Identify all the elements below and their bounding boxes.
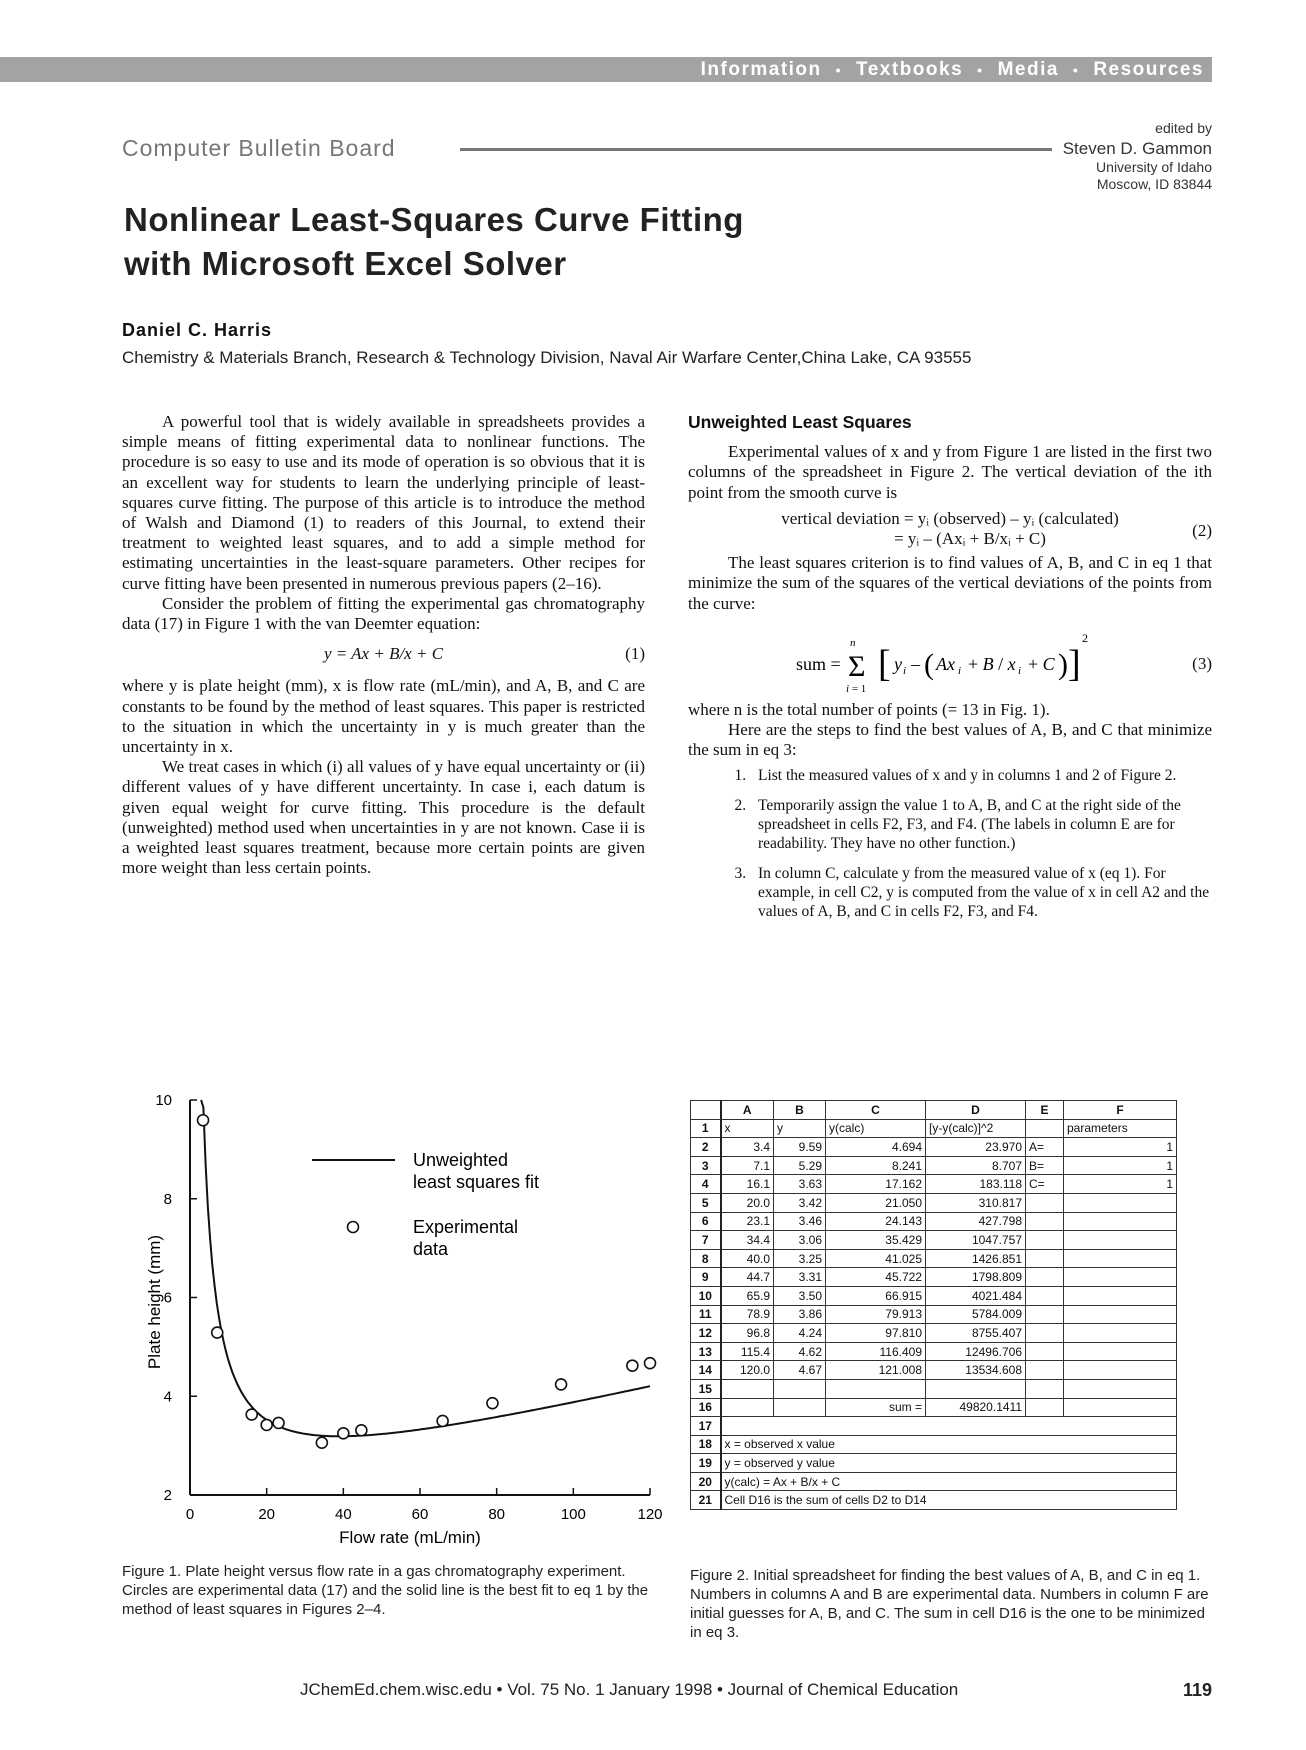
data-point <box>212 1327 223 1338</box>
footer-journal-info: JChemEd.chem.wisc.edu • Vol. 75 No. 1 January 1998 • Journal of Chemical Education <box>300 1680 959 1699</box>
bullet-separator: • <box>1072 61 1080 78</box>
spreadsheet-cell <box>721 1379 774 1398</box>
row-number: 16 <box>691 1398 721 1417</box>
x-tick-label: 20 <box>258 1506 276 1523</box>
bullet-separator: • <box>977 61 984 78</box>
equation-3-formula <box>688 618 1212 696</box>
svg-text:]: ] <box>1068 642 1081 685</box>
data-point <box>338 1428 349 1439</box>
nav-item-textbooks: Textbooks <box>856 58 964 80</box>
column-header: A <box>721 1101 774 1120</box>
row-number: 10 <box>691 1286 721 1305</box>
spreadsheet-cell <box>1026 1231 1064 1250</box>
spreadsheet-cell: 23.1 <box>721 1212 774 1231</box>
spreadsheet-row <box>691 1398 1177 1417</box>
spreadsheet-cell <box>1064 1286 1177 1305</box>
spreadsheet-header-row <box>691 1101 1177 1120</box>
equation-3-number: (3) <box>1192 653 1212 673</box>
article-title <box>124 198 924 286</box>
page-number: 119 <box>1182 1680 1212 1700</box>
spreadsheet-note: Cell D16 is the sum of cells D2 to D14 <box>721 1491 1177 1510</box>
spreadsheet-cell: 1798.809 <box>926 1268 1026 1287</box>
spreadsheet-cell <box>1026 1305 1064 1324</box>
row-number: 2 <box>691 1138 721 1157</box>
equation-1-expr: y = Ax + B/x + C <box>323 644 444 664</box>
page-footer <box>300 1680 1212 1701</box>
spreadsheet-cell: 4.694 <box>826 1138 926 1157</box>
row-number: 8 <box>691 1249 721 1268</box>
spreadsheet-cell <box>1026 1342 1064 1361</box>
spreadsheet-cell: 4021.484 <box>926 1286 1026 1305</box>
spreadsheet-cell: 120.0 <box>721 1361 774 1380</box>
spreadsheet-row <box>691 1268 1177 1287</box>
x-tick-label: 0 <box>185 1506 195 1523</box>
data-point <box>261 1419 272 1430</box>
data-point <box>437 1415 448 1426</box>
spreadsheet-cell <box>1064 1212 1177 1231</box>
svg-text:–: – <box>911 653 920 674</box>
paragraph-definitions: where y is plate height (mm), x is flow rate (mL/min), and A, B, and C are constants to be found by the method of least squares. This paper is restricted to the situation in which the uncertainty in y is much greater than the uncertainty in x. <box>122 676 645 757</box>
data-point <box>273 1417 284 1428</box>
spreadsheet-cell <box>1064 1249 1177 1268</box>
y-tick-label: 6 <box>163 1289 172 1307</box>
spreadsheet-row <box>691 1193 1177 1212</box>
spreadsheet-cell <box>1064 1342 1177 1361</box>
row-number: 18 <box>691 1435 721 1454</box>
row-number: 21 <box>691 1491 721 1510</box>
paragraph-cases: We treat cases in which (i) all values of y have equal uncertainty or (ii) different values of y have different uncertainty. In case i, each datum is given equal weight for curve fitting. This procedure is the default (unweighted) method used when uncertainties in y are not known. Case ii is a weighted least squares treatment, because more certain points are given more weight than less certain points. <box>122 757 645 878</box>
spreadsheet-cell <box>774 1379 826 1398</box>
spreadsheet-cell: 310.817 <box>926 1193 1026 1212</box>
step-item: 2. Temporarily assign the value 1 to A, B, and C at the right side of the spreadsheet in cells F2, F3, and F4. (The labels in column E are for readability. They have no other function.) <box>750 796 1212 853</box>
row-number: 15 <box>691 1379 721 1398</box>
svg-text:i = 1: i = 1 <box>846 682 867 695</box>
spreadsheet-cell: 79.913 <box>826 1305 926 1324</box>
editor-name: Steven D. Gammon <box>1062 138 1212 158</box>
top-nav-bar <box>0 57 1212 82</box>
row-number: 1 <box>691 1119 721 1138</box>
svg-text:i: i <box>1018 664 1022 677</box>
spreadsheet-cell <box>1026 1249 1064 1268</box>
spreadsheet-note: y = observed y value <box>721 1454 1177 1473</box>
row-number: 5 <box>691 1193 721 1212</box>
chart-ticks <box>155 1092 662 1523</box>
spreadsheet-cell: 9.59 <box>774 1138 826 1157</box>
paragraph-deviation: Experimental values of x and y from Figure 1 are listed in the first two columns of the spreadsheet in Figure 2. The vertical deviation of the ith point from the smooth curve is <box>688 442 1212 502</box>
spreadsheet-cell <box>1064 1305 1177 1324</box>
spreadsheet-cell: A= <box>1026 1138 1064 1157</box>
spreadsheet-cell: y <box>774 1119 826 1138</box>
spreadsheet-row <box>691 1175 1177 1194</box>
spreadsheet-cell: 427.798 <box>926 1212 1026 1231</box>
svg-text:Σ: Σ <box>848 649 866 683</box>
editor-affil-university: University of Idaho <box>1096 158 1212 175</box>
svg-text:+ C: + C <box>1028 653 1055 674</box>
spreadsheet-row <box>691 1286 1177 1305</box>
spreadsheet-note-row <box>691 1491 1177 1510</box>
step-item: 1. List the measured values of x and y in columns 1 and 2 of Figure 2. <box>750 766 1212 785</box>
equation-2-line-1: vertical deviation = yᵢ (observed) – yᵢ (calculated) <box>781 508 1119 528</box>
spreadsheet-cell: C= <box>1026 1175 1064 1194</box>
spreadsheet-row <box>691 1138 1177 1157</box>
row-number: 17 <box>691 1417 721 1436</box>
spreadsheet-cell: 44.7 <box>721 1268 774 1287</box>
x-tick-label: 60 <box>411 1506 429 1523</box>
spreadsheet-cell <box>1064 1379 1177 1398</box>
spreadsheet-cell: [y-y(calc)]^2 <box>926 1119 1026 1138</box>
data-point <box>627 1360 638 1371</box>
spreadsheet-cell: 16.1 <box>721 1175 774 1194</box>
editor-affil-city: Moscow, ID 83844 <box>1096 176 1212 193</box>
nav-item-media: Media <box>997 58 1059 80</box>
svg-text:(: ( <box>924 647 934 681</box>
spreadsheet-cell: 8755.407 <box>926 1324 1026 1343</box>
spreadsheet-cell: 1 <box>1064 1175 1177 1194</box>
x-tick-label: 80 <box>488 1506 506 1523</box>
spreadsheet-cell: y(calc) <box>826 1119 926 1138</box>
spreadsheet-note-row <box>691 1435 1177 1454</box>
spreadsheet-row <box>691 1212 1177 1231</box>
spreadsheet-cell: 1 <box>1064 1156 1177 1175</box>
column-header: D <box>926 1101 1026 1120</box>
svg-text:+ B / x: + B / x <box>968 653 1016 674</box>
spreadsheet-row <box>691 1342 1177 1361</box>
nav-item-information: Information <box>700 58 822 80</box>
x-tick-label: 100 <box>560 1506 586 1523</box>
spreadsheet-cell: 12496.706 <box>926 1342 1026 1361</box>
spreadsheet-cell: 41.025 <box>826 1249 926 1268</box>
x-tick-label: 40 <box>334 1506 352 1523</box>
spreadsheet-cell: 21.050 <box>826 1193 926 1212</box>
spreadsheet-cell <box>1026 1212 1064 1231</box>
row-number: 3 <box>691 1156 721 1175</box>
row-number: 9 <box>691 1268 721 1287</box>
spreadsheet-cell: 3.63 <box>774 1175 826 1194</box>
spreadsheet-note: y(calc) = Ax + B/x + C <box>721 1472 1177 1491</box>
svg-text:sum =: sum = <box>796 653 841 674</box>
legend-point-swatch <box>348 1222 359 1233</box>
row-number: 6 <box>691 1212 721 1231</box>
author-name: Daniel C. Harris <box>122 320 273 340</box>
title-line-1: Nonlinear Least-Squares Curve Fitting <box>124 201 744 238</box>
spreadsheet-cell: 121.008 <box>826 1361 926 1380</box>
row-number: 19 <box>691 1454 721 1473</box>
spreadsheet-cell: 5.29 <box>774 1156 826 1175</box>
spreadsheet-cell: 66.915 <box>826 1286 926 1305</box>
data-point <box>356 1425 367 1436</box>
spreadsheet-cell: 34.4 <box>721 1231 774 1250</box>
legend-points-label-2: data <box>413 1239 449 1259</box>
section-rule <box>460 148 1052 151</box>
editor-block <box>1063 120 1212 194</box>
svg-text:Ax: Ax <box>936 653 955 674</box>
spreadsheet-cell: 3.86 <box>774 1305 826 1324</box>
bullet-separator: • <box>835 61 843 78</box>
spreadsheet-note-row <box>691 1454 1177 1473</box>
equation-1-number: (1) <box>625 644 645 664</box>
row-number: 4 <box>691 1175 721 1194</box>
spreadsheet-cell <box>1064 1268 1177 1287</box>
spreadsheet-cell <box>1026 1324 1064 1343</box>
spreadsheet-cell: 65.9 <box>721 1286 774 1305</box>
row-number: 7 <box>691 1231 721 1250</box>
paragraph-steps-intro: Here are the steps to find the best values of A, B, and C that minimize the sum in eq 3: <box>688 720 1212 760</box>
svg-text:[: [ <box>878 642 891 685</box>
spreadsheet-cell: 97.810 <box>826 1324 926 1343</box>
spreadsheet-cell: 49820.1411 <box>926 1398 1026 1417</box>
spreadsheet-cell: 3.50 <box>774 1286 826 1305</box>
spreadsheet-cell: parameters <box>1064 1119 1177 1138</box>
spreadsheet-row <box>691 1361 1177 1380</box>
legend-line-label-1: Unweighted <box>413 1150 509 1170</box>
spreadsheet-cell: 20.0 <box>721 1193 774 1212</box>
spreadsheet-cell <box>774 1398 826 1417</box>
spreadsheet-cell: 45.722 <box>826 1268 926 1287</box>
data-point <box>316 1437 327 1448</box>
data-point <box>198 1115 209 1126</box>
spreadsheet-cell: 116.409 <box>826 1342 926 1361</box>
figure-2-caption: Figure 2. Initial spreadsheet for finding the best values of A, B, and C in eq 1. Numbers in columns A and B are experimental data. Numbers in column F are initial guesses for A, B, and C. The sum in cell D16 is the one to be minimized in eq 3. <box>690 1567 1209 1641</box>
nav-item-resources: Resources <box>1093 58 1204 80</box>
spreadsheet-cell: 4.62 <box>774 1342 826 1361</box>
spreadsheet-cell <box>1064 1398 1177 1417</box>
paragraph-n-points: where n is the total number of points (= 13 in Fig. 1). <box>688 699 1050 719</box>
spreadsheet-note: x = observed x value <box>721 1435 1177 1454</box>
chart-legend <box>312 1150 539 1259</box>
svg-text:y: y <box>894 653 902 674</box>
spreadsheet-cell: 3.42 <box>774 1193 826 1212</box>
spreadsheet-cell <box>1064 1361 1177 1380</box>
row-number: 11 <box>691 1305 721 1324</box>
spreadsheet-cell <box>1026 1398 1064 1417</box>
paragraph-problem: Consider the problem of fitting the experimental gas chromatography data (17) in Figure 1 with the van Deemter equation: <box>122 593 645 634</box>
column-header: F <box>1064 1101 1177 1120</box>
svg-text:i: i <box>958 664 962 677</box>
spreadsheet-cell: 4.24 <box>774 1324 826 1343</box>
spreadsheet-cell: 17.162 <box>826 1175 926 1194</box>
spreadsheet-cell: 24.143 <box>826 1212 926 1231</box>
spreadsheet-row <box>691 1156 1177 1175</box>
spreadsheet-cell: 23.970 <box>926 1138 1026 1157</box>
spreadsheet-note-row <box>691 1472 1177 1491</box>
x-tick-label: 120 <box>637 1506 663 1523</box>
spreadsheet-cell: 8.241 <box>826 1156 926 1175</box>
equation-2-line-2: = yᵢ – (Axᵢ + B/xᵢ + C) <box>894 529 1046 549</box>
svg-text:): ) <box>1058 647 1068 681</box>
y-tick-label: 2 <box>163 1487 172 1504</box>
spreadsheet-cell: 7.1 <box>721 1156 774 1175</box>
edited-by-label: edited by <box>1155 120 1212 136</box>
spreadsheet-cell <box>826 1379 926 1398</box>
spreadsheet-table <box>690 1100 1177 1510</box>
spreadsheet-row <box>691 1379 1177 1398</box>
legend-line-label-2: least squares fit <box>413 1172 540 1192</box>
spreadsheet-cell <box>1064 1193 1177 1212</box>
equation-3 <box>688 618 1212 696</box>
equation-1 <box>122 644 645 664</box>
spreadsheet-cell: 4.67 <box>774 1361 826 1380</box>
spreadsheet-cell: 35.429 <box>826 1231 926 1250</box>
spreadsheet-cell <box>1026 1379 1064 1398</box>
figure-1 <box>130 1080 663 1550</box>
spreadsheet-cell <box>926 1379 1026 1398</box>
spreadsheet-cell <box>1026 1193 1064 1212</box>
spreadsheet-cell: 5784.009 <box>926 1305 1026 1324</box>
spreadsheet-cell: 1426.851 <box>926 1249 1026 1268</box>
y-tick-label: 10 <box>155 1092 172 1109</box>
row-number: 14 <box>691 1361 721 1380</box>
spreadsheet-cell <box>1026 1119 1064 1138</box>
data-point <box>487 1398 498 1409</box>
spreadsheet-cell: sum = <box>826 1398 926 1417</box>
spreadsheet-note <box>721 1417 1177 1436</box>
spreadsheet-row <box>691 1231 1177 1250</box>
plate-height-chart <box>130 1080 663 1550</box>
spreadsheet-cell: 13534.608 <box>926 1361 1026 1380</box>
spreadsheet-cell: 1 <box>1064 1138 1177 1157</box>
spreadsheet-cell: 3.31 <box>774 1268 826 1287</box>
section-label: Computer Bulletin Board <box>122 135 396 161</box>
data-point <box>556 1379 567 1390</box>
data-point <box>645 1358 656 1369</box>
spreadsheet-cell: 78.9 <box>721 1305 774 1324</box>
spreadsheet-row <box>691 1305 1177 1324</box>
author-affiliation: Chemistry & Materials Branch, Research & Technology Division, Naval Air Warfare Center,China Lake, CA 93555 <box>122 348 972 367</box>
spreadsheet-cell: 183.118 <box>926 1175 1026 1194</box>
legend-points-label-1: Experimental <box>413 1217 519 1237</box>
spreadsheet-cell: 40.0 <box>721 1249 774 1268</box>
spreadsheet-cell <box>1026 1286 1064 1305</box>
row-number: 12 <box>691 1324 721 1343</box>
spreadsheet-row <box>691 1324 1177 1343</box>
spreadsheet-cell: 96.8 <box>721 1324 774 1343</box>
y-tick-label: 4 <box>163 1388 172 1406</box>
spreadsheet-cell: 3.46 <box>774 1212 826 1231</box>
data-point <box>246 1409 257 1420</box>
title-line-2: with Microsoft Excel Solver <box>124 245 567 282</box>
section-heading-unweighted: Unweighted Least Squares <box>688 412 912 432</box>
spreadsheet-cell: x <box>721 1119 774 1138</box>
corner-cell <box>691 1101 721 1120</box>
row-number: 13 <box>691 1342 721 1361</box>
equation-2 <box>688 509 1212 549</box>
spreadsheet-cell <box>1064 1231 1177 1250</box>
spreadsheet-cell: 1047.757 <box>926 1231 1026 1250</box>
right-text-column <box>688 412 1212 932</box>
column-header: E <box>1026 1101 1064 1120</box>
svg-text:i: i <box>903 664 907 677</box>
spreadsheet-cell <box>1064 1324 1177 1343</box>
spreadsheet-cell: 3.4 <box>721 1138 774 1157</box>
figure-1-caption: Figure 1. Plate height versus flow rate in a gas chromatography experiment. Circles are experimental data (17) and the solid line is the best fit to eq 1 by the method of least squares in Figures 2–4. <box>122 1563 649 1618</box>
svg-text:n: n <box>850 636 856 649</box>
y-axis-label: Plate height (mm) <box>145 1234 164 1370</box>
step-item: 3. In column C, calculate y from the measured value of x (eq 1). For example, in cell C2, y is computed from the value of x in cell A2 and the values of A, B, and C in cells F2, F3, and F4. <box>750 864 1212 921</box>
equation-2-number: (2) <box>1192 520 1212 540</box>
spreadsheet-cell <box>1026 1361 1064 1380</box>
spreadsheet-cell <box>1026 1268 1064 1287</box>
figure-2-spreadsheet <box>690 1100 1177 1510</box>
spreadsheet-cell: 3.06 <box>774 1231 826 1250</box>
spreadsheet-row <box>691 1119 1177 1138</box>
column-header: B <box>774 1101 826 1120</box>
x-axis-label: Flow rate (mL/min) <box>339 1528 481 1547</box>
paragraph-intro: A powerful tool that is widely available in spreadsheets provides a simple means of fitting experimental data to nonlinear functions. The procedure is so easy to use and its mode of operation is so obvious that it is an excellent way for students to learn the underlying principle of least-squares curve fitting. The purpose of this article is to introduce the method of Walsh and Diamond (1) to readers of this Journal, to extend their treatment to weighted least squares, and to add a simple method for estimating uncertainties in the least-square parameters. Other recipes for curve fitting have been presented in numerous previous papers (2–16). <box>122 412 645 593</box>
left-text-column <box>122 412 645 878</box>
column-header: C <box>826 1101 926 1120</box>
svg-text:2: 2 <box>1082 630 1088 645</box>
spreadsheet-note-row <box>691 1417 1177 1436</box>
spreadsheet-cell <box>721 1398 774 1417</box>
steps-list <box>688 766 1212 921</box>
spreadsheet-cell: 3.25 <box>774 1249 826 1268</box>
spreadsheet-cell: B= <box>1026 1156 1064 1175</box>
spreadsheet-cell: 8.707 <box>926 1156 1026 1175</box>
y-tick-label: 8 <box>163 1190 172 1208</box>
spreadsheet-row <box>691 1249 1177 1268</box>
spreadsheet-cell: 115.4 <box>721 1342 774 1361</box>
row-number: 20 <box>691 1472 721 1491</box>
paragraph-criterion: The least squares criterion is to find values of A, B, and C in eq 1 that minimize the sum of the squares of the vertical deviations of the points from the curve: <box>688 553 1212 613</box>
